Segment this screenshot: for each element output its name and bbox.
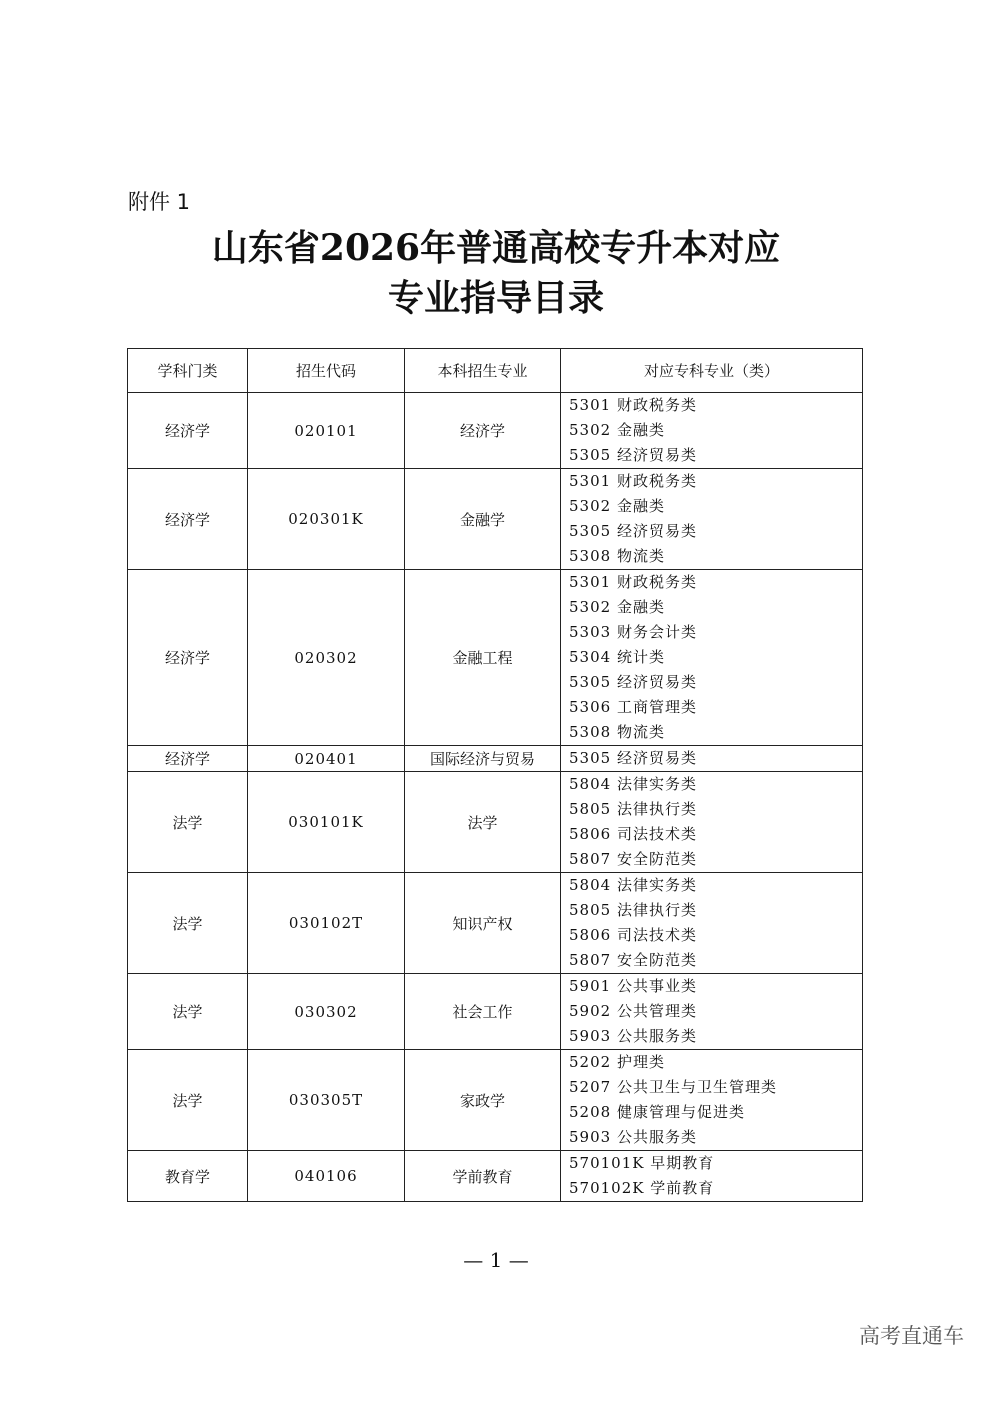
related-major-line: 5304 统计类 bbox=[569, 648, 665, 666]
related-major-line: 5805 法律执行类 bbox=[569, 901, 697, 919]
cell-category: 经济学 bbox=[128, 469, 248, 570]
cell-major: 学前教育 bbox=[405, 1151, 561, 1202]
related-major-line: 5806 司法技术类 bbox=[569, 825, 697, 843]
related-major-line: 5807 安全防范类 bbox=[569, 850, 697, 868]
table-row bbox=[128, 393, 863, 469]
cell-code: 030305T bbox=[248, 1050, 405, 1151]
cell-category: 教育学 bbox=[128, 1151, 248, 1202]
cell-category: 法学 bbox=[128, 1050, 248, 1151]
related-major-line: 5301 财政税务类 bbox=[569, 472, 697, 490]
cell-category: 法学 bbox=[128, 772, 248, 873]
related-major-line: 5305 经济贸易类 bbox=[569, 749, 697, 767]
related-major-line: 5807 安全防范类 bbox=[569, 951, 697, 969]
related-major-line: 5208 健康管理与促进类 bbox=[569, 1103, 745, 1121]
cell-category: 经济学 bbox=[128, 393, 248, 469]
related-major-line: 5305 经济贸易类 bbox=[569, 673, 697, 691]
cell-code: 040106 bbox=[248, 1151, 405, 1202]
cell-related-majors bbox=[561, 746, 863, 772]
table-row bbox=[128, 570, 863, 746]
related-major-line: 5806 司法技术类 bbox=[569, 926, 697, 944]
cell-major: 国际经济与贸易 bbox=[405, 746, 561, 772]
cell-related-majors bbox=[561, 469, 863, 570]
table-body bbox=[128, 393, 863, 1202]
cell-category: 法学 bbox=[128, 974, 248, 1050]
table-row bbox=[128, 1151, 863, 1202]
major-catalog-table bbox=[127, 348, 863, 1202]
cell-related-majors bbox=[561, 1050, 863, 1151]
related-major-line: 5302 金融类 bbox=[569, 497, 665, 515]
table-row bbox=[128, 469, 863, 570]
table-row bbox=[128, 873, 863, 974]
related-major-line: 570101K 早期教育 bbox=[569, 1154, 715, 1172]
related-major-line: 5302 金融类 bbox=[569, 421, 665, 439]
document-title-line1: 山东省2026年普通高校专升本对应 bbox=[211, 227, 781, 269]
related-major-line: 5308 物流类 bbox=[569, 547, 665, 565]
related-major-line: 5305 经济贸易类 bbox=[569, 522, 697, 540]
header-category: 学科门类 bbox=[128, 349, 248, 393]
related-major-line: 5901 公共事业类 bbox=[569, 977, 697, 995]
cell-code: 020101 bbox=[248, 393, 405, 469]
cell-code: 020302 bbox=[248, 570, 405, 746]
table-row bbox=[128, 1050, 863, 1151]
related-major-line: 5804 法律实务类 bbox=[569, 775, 697, 793]
cell-major: 法学 bbox=[405, 772, 561, 873]
related-major-line: 5301 财政税务类 bbox=[569, 573, 697, 591]
table-header-row bbox=[128, 349, 863, 393]
cell-major: 社会工作 bbox=[405, 974, 561, 1050]
related-major-line: 5302 金融类 bbox=[569, 598, 665, 616]
related-major-line: 5303 财务会计类 bbox=[569, 623, 697, 641]
cell-category: 经济学 bbox=[128, 570, 248, 746]
cell-code: 030302 bbox=[248, 974, 405, 1050]
cell-major: 经济学 bbox=[405, 393, 561, 469]
related-major-line: 5305 经济贸易类 bbox=[569, 446, 697, 464]
cell-major: 家政学 bbox=[405, 1050, 561, 1151]
attachment-label: 附件 1 bbox=[128, 190, 191, 214]
header-related-majors: 对应专科专业（类） bbox=[561, 349, 863, 393]
cell-category: 经济学 bbox=[128, 746, 248, 772]
cell-code: 030102T bbox=[248, 873, 405, 974]
cell-major: 知识产权 bbox=[405, 873, 561, 974]
watermark: 高考直通车 bbox=[859, 1324, 964, 1348]
related-major-line: 5308 物流类 bbox=[569, 723, 665, 741]
table-row bbox=[128, 746, 863, 772]
table-row bbox=[128, 974, 863, 1050]
cell-code: 020401 bbox=[248, 746, 405, 772]
page-number: — 1 — bbox=[463, 1248, 529, 1272]
header-code: 招生代码 bbox=[248, 349, 405, 393]
related-major-line: 5902 公共管理类 bbox=[569, 1002, 697, 1020]
header-major: 本科招生专业 bbox=[405, 349, 561, 393]
cell-related-majors bbox=[561, 1151, 863, 1202]
cell-major: 金融工程 bbox=[405, 570, 561, 746]
cell-related-majors bbox=[561, 393, 863, 469]
related-major-line: 5301 财政税务类 bbox=[569, 396, 697, 414]
cell-related-majors bbox=[561, 974, 863, 1050]
related-major-line: 5804 法律实务类 bbox=[569, 876, 697, 894]
related-major-line: 5207 公共卫生与卫生管理类 bbox=[569, 1078, 777, 1096]
related-major-line: 5805 法律执行类 bbox=[569, 800, 697, 818]
cell-code: 020301K bbox=[248, 469, 405, 570]
cell-code: 030101K bbox=[248, 772, 405, 873]
cell-category: 法学 bbox=[128, 873, 248, 974]
related-major-line: 570102K 学前教育 bbox=[569, 1179, 715, 1197]
table-row bbox=[128, 772, 863, 873]
related-major-line: 5202 护理类 bbox=[569, 1053, 665, 1071]
related-major-line: 5903 公共服务类 bbox=[569, 1027, 697, 1045]
related-major-line: 5903 公共服务类 bbox=[569, 1128, 697, 1146]
related-major-line: 5306 工商管理类 bbox=[569, 698, 697, 716]
cell-related-majors bbox=[561, 772, 863, 873]
cell-related-majors bbox=[561, 873, 863, 974]
document-title-line2: 专业指导目录 bbox=[387, 277, 604, 319]
cell-related-majors bbox=[561, 570, 863, 746]
cell-major: 金融学 bbox=[405, 469, 561, 570]
